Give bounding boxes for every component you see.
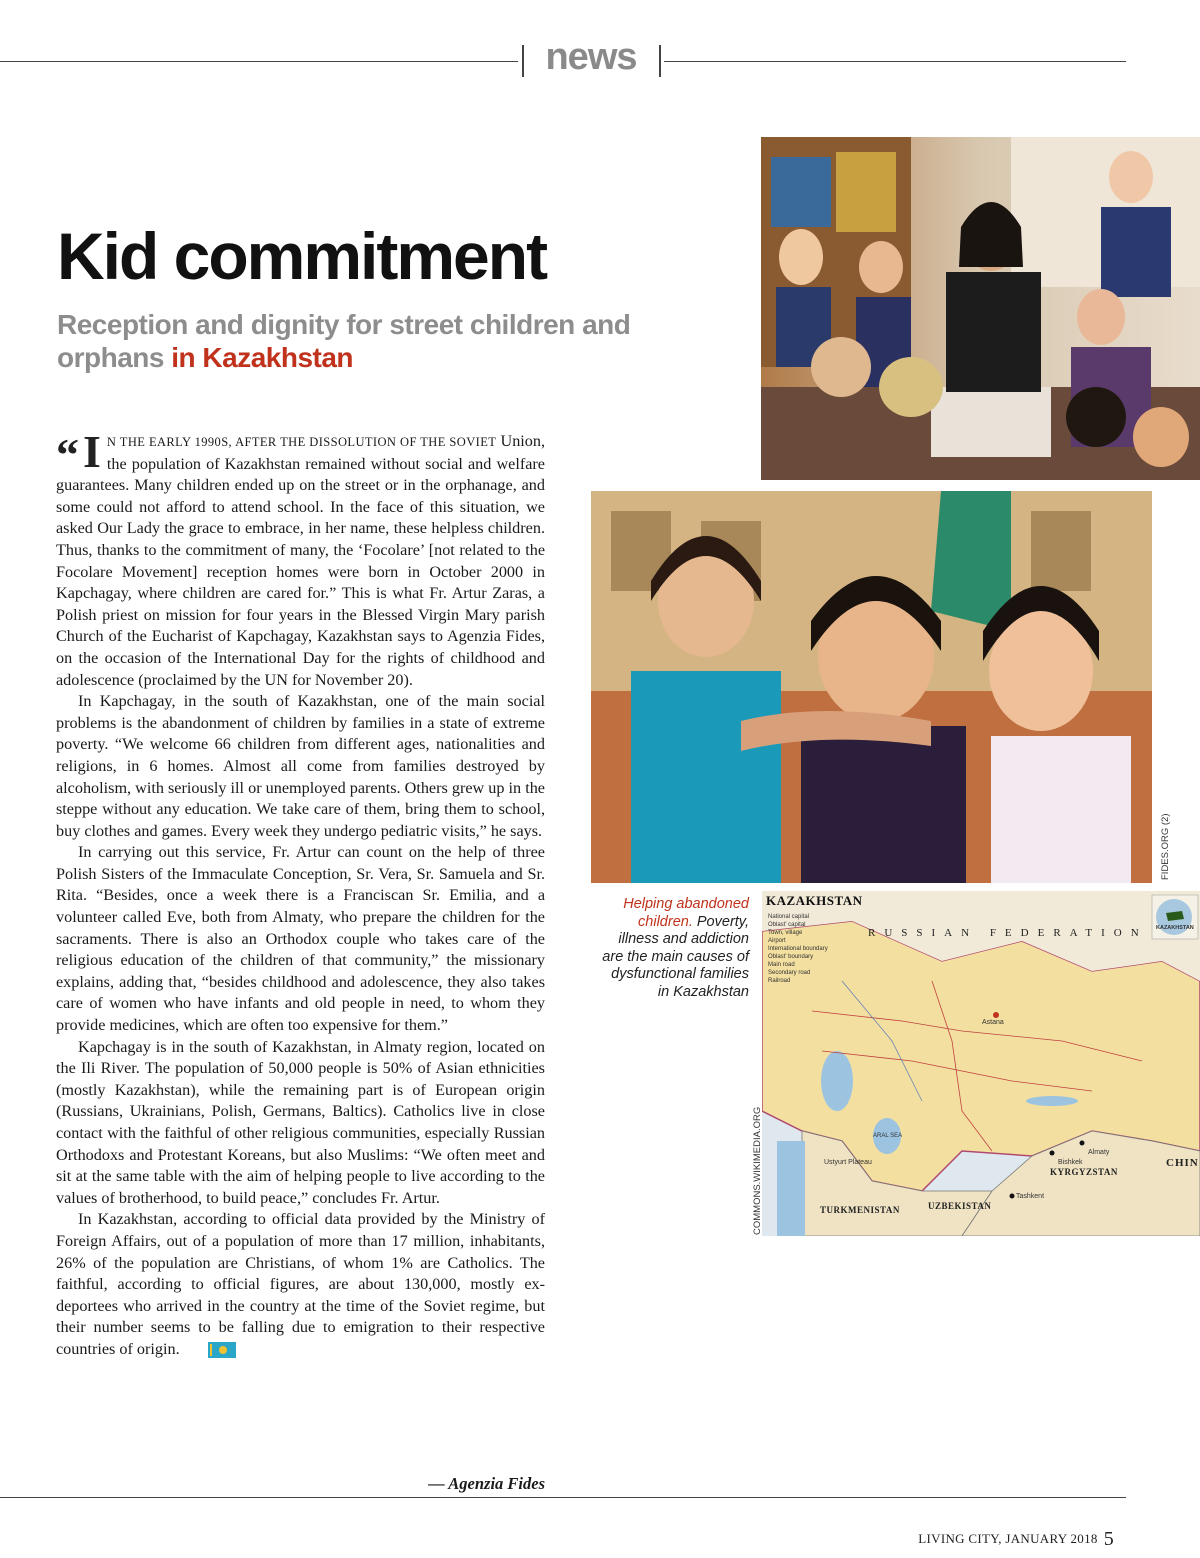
map-legend xyxy=(768,913,828,985)
legend-item: Oblast' capital xyxy=(768,922,806,928)
map-label-tashkent: Tashkent xyxy=(1016,1193,1045,1200)
photo-credit: FIDES.ORG (2) xyxy=(1160,813,1171,880)
paragraph-text: Union, the population of Kazakhstan remained without social and welfare guarantees. Many children ended up on the street or in the orphanage, and some could not afford to attend school. In the face of this situation, we asked Our Lady the grace to embrace, in her name, these helpless children. Thus, thanks to the commitment of many, the ‘Focolare’ [not related to the Focolare Movement] reception homes were born in October 2000 in Kapchagay, where children are cared for.” This is what Fr. Artur Zaras, a Polish priest on mission for four years in the Blessed Virgin Mary parish Church of the Eucharist of Kapchagay, Kazakhstan says to Agenzia Fides, on the occasion of the International Day for the rights of childhood and adolescence (proclaimed by the UN for November 20). xyxy=(56,432,546,689)
map-inset-label: KAZAKHSTAN xyxy=(1156,925,1194,931)
subtitle-highlight: in Kazakhstan xyxy=(171,342,354,373)
page-footer xyxy=(918,1528,1114,1551)
subtitle-main: Reception and dignity for street children and orphans xyxy=(57,309,631,373)
map-kazakhstan xyxy=(762,891,1200,1236)
header-rule-left xyxy=(0,61,518,62)
footer-rule xyxy=(0,1497,1126,1498)
map-title: KAZAKHSTAN xyxy=(766,893,863,908)
legend-item: National capital xyxy=(768,914,810,920)
photo-caption xyxy=(598,896,749,1001)
map-label-astana: Astana xyxy=(982,1019,1004,1026)
legend-item: Railroad xyxy=(768,978,791,984)
paragraph-text: In Kazakhstan, according to official data provided by the Ministry of Foreign Affairs, out of a population of more than 17 million, inhabitants, 26% of the population are Christians, of whom 1% are Catholics. The faithful, according to official figures, are about 130,000, mostly ex-deportees who arrived in the country at the time of the Soviet regime, but their number seems to be falling due to emigration to their respective countries of origin. xyxy=(56,1210,545,1358)
photo-three-girls xyxy=(591,491,1152,883)
article-paragraph xyxy=(56,426,546,691)
article-title: Kid commitment xyxy=(57,219,547,293)
map-label-uzbekistan: UZBEKISTAN xyxy=(928,1201,992,1211)
legend-item: Town, village xyxy=(768,930,803,936)
header-tick-right xyxy=(659,45,661,77)
legend-item: Oblast' boundary xyxy=(768,954,814,960)
map-label-bishkek: Bishkek xyxy=(1058,1159,1083,1166)
article-subtitle xyxy=(57,308,707,374)
caption-head: Helping abandoned children. xyxy=(623,896,749,930)
publication-name: LIVING CITY, JANUARY 2018 xyxy=(918,1531,1098,1546)
kazakhstan-flag-icon xyxy=(186,1342,214,1358)
header-rule-right xyxy=(664,61,1126,62)
section-label: news xyxy=(545,36,637,78)
article-paragraph: Kapchagay is in the south of Kazakhstan, in Almaty region, located on the Ili River. The population of 50,000 people is 50% of Asian ethnicities (mostly Kazakhstan), while the remaining part is of European origin (Russians, Ukrainians, Polish, Germans, Baltics). Catholics live in close contact with the faithful of other religious communities, especially Russian Orthodoxs and Protestant Koreans, but also Muslims: “We often meet and sit at the same table with the aim of helping people to live according to the values of brotherhood, to build peace,” concludes Fr. Artur. xyxy=(56,1037,545,1207)
drop-cap: I xyxy=(83,426,101,477)
map-label-turkmenistan: TURKMENISTAN xyxy=(820,1205,900,1215)
article-body xyxy=(56,426,546,1361)
map-label-kyrgyzstan: KYRGYZSTAN xyxy=(1050,1167,1118,1177)
legend-item: Main road xyxy=(768,962,795,968)
map-credit: COMMONS.WIKIMEDIA.ORG xyxy=(752,1106,763,1235)
map-label-china: CHIN xyxy=(1166,1157,1199,1169)
caption-body: Poverty, illness and addiction are the main causes of dysfunctional families in Kazakhstan xyxy=(602,913,749,1000)
lead-smallcaps: N THE EARLY 1990S, AFTER THE DISSOLUTION OF THE SOVIET xyxy=(106,435,497,449)
map-label-ustyurt: Ustyurt Plateau xyxy=(824,1159,872,1166)
map-label-russia: RUSSIAN FEDERATION xyxy=(868,927,1148,939)
article-paragraph xyxy=(56,1209,545,1360)
article-paragraph: In carrying out this service, Fr. Artur can count on the help of three Polish Sisters of the Immaculate Conception, Sr. Vera, Sr. Samuela and Sr. Rita. “Besides, once a week there is a Franciscan Sr. Emilia, and a volunteer called Eve, both from Almaty, who prepare the children for the sacraments. There is also an Orthodox couple who takes care of the religious education of the children of that community,” the missionary explains, adding that, “besides childhood and adolescence, they also takes care of women who have infants and old people in need, to whom they provide medicines, which are often too expensive for them.” xyxy=(56,843,545,1035)
open-quote: “ xyxy=(56,429,79,480)
map-label-almaty: Almaty xyxy=(1088,1149,1110,1156)
legend-item: Secondary road xyxy=(768,970,811,976)
page-number: 5 xyxy=(1103,1528,1114,1550)
article-signature: — Agenzia Fides xyxy=(428,1474,545,1493)
legend-item: Airport xyxy=(768,938,786,944)
header-tick-left xyxy=(522,45,524,77)
photo-classroom xyxy=(761,137,1200,480)
map-label-aral: ARAL SEA xyxy=(873,1133,903,1139)
legend-item: International boundary xyxy=(768,946,828,952)
article-paragraph: In Kapchagay, in the south of Kazakhstan, one of the main social problems is the abandonment of children by families in a state of extreme poverty. “We welcome 66 children from different ages, nationalities and religions, in 6 homes. Almost all come from families destroyed by alcoholism, with seriously ill or unemployed parents. Others grew up in the steppe without any education. We take care of them, bring them to school, buy clothes and games. Every week they undergo pediatric visits,” he says. xyxy=(56,692,545,840)
